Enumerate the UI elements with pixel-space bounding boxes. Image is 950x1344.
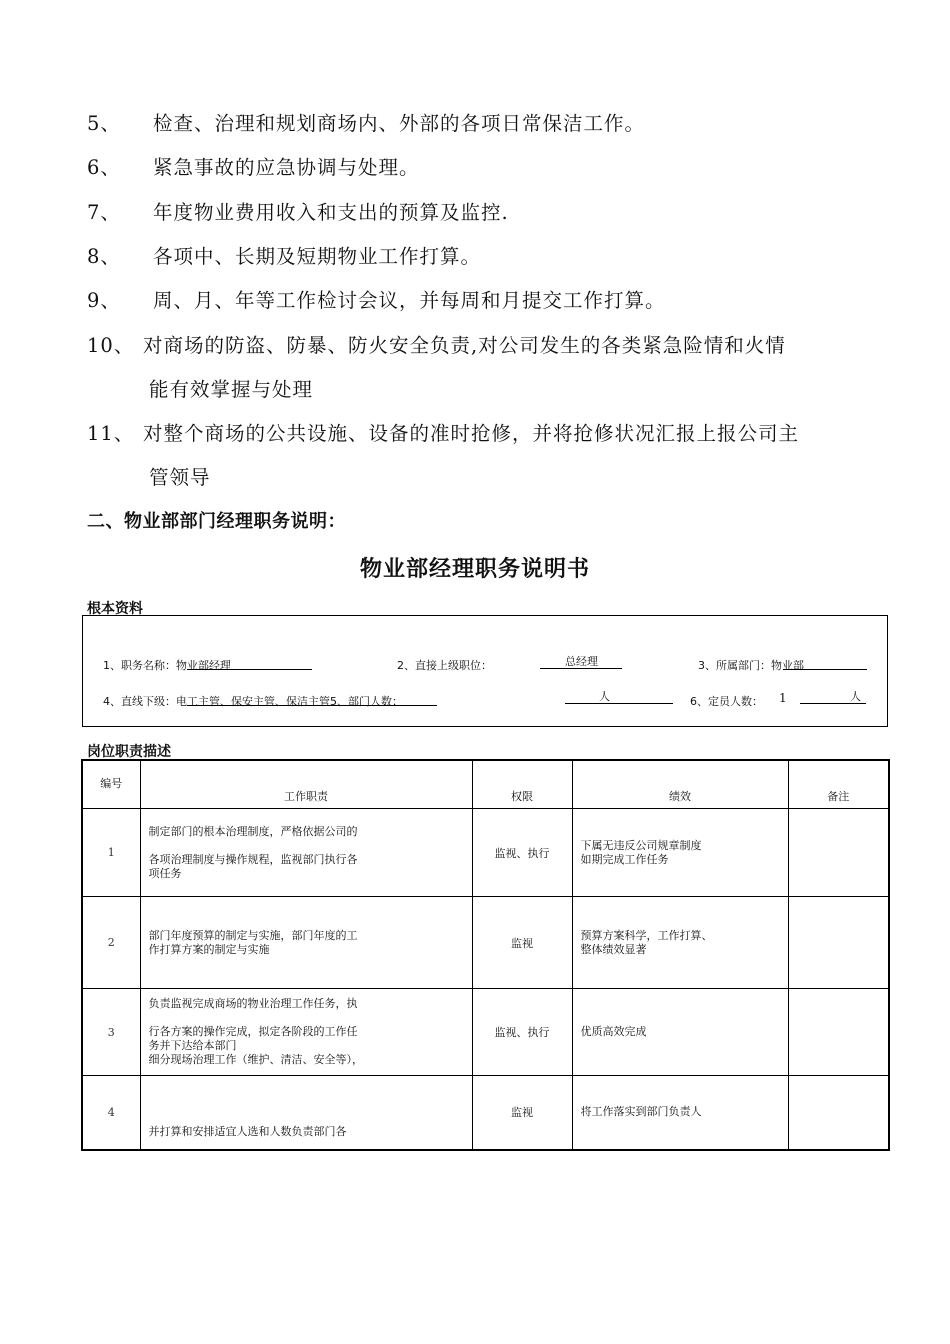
- field-headcount-value: 1: [779, 691, 787, 705]
- row-authority: 监视: [472, 897, 572, 989]
- field-department: [698, 657, 804, 673]
- field-headcount-unit: 人: [850, 690, 861, 703]
- list-number: 9、: [87, 289, 121, 312]
- duty-line: 细分现场治理工作（维护、清洁、安全等），: [148, 1053, 363, 1066]
- row-note: [788, 989, 889, 1076]
- list-text: 检查、治理和规划商场内、外部的各项日常保洁工作。: [153, 112, 646, 135]
- row-number: 4: [82, 1076, 140, 1150]
- field-label: 3、所属部门：: [698, 659, 771, 672]
- section-heading: 二、物业部部门经理职务说明：: [87, 511, 346, 532]
- field-dept-size-label: 5、部门人数：: [330, 695, 403, 708]
- row-duty: [140, 897, 472, 989]
- row-performance: [572, 897, 788, 989]
- list-number: 10、: [87, 334, 135, 357]
- row-authority: 监视、执行: [472, 989, 572, 1076]
- duty-line: 制定部门的根本治理制度，严格依据公司的: [148, 824, 358, 838]
- row-authority: 监视: [472, 1076, 572, 1150]
- table-header-row: [82, 760, 889, 809]
- duty-line: 行各方案的操作完成，拟定各阶段的工作任: [148, 1025, 358, 1038]
- table-row: [82, 989, 889, 1076]
- row-number: 3: [82, 989, 140, 1076]
- list-continuation: 管领导: [149, 466, 211, 489]
- row-note: [788, 897, 889, 989]
- basic-info-label: 根本资料: [87, 601, 143, 617]
- list-text: 年度物业费用收入和支出的预算及监控.: [153, 201, 509, 224]
- header-authority: 权限: [472, 760, 572, 809]
- perf-line: 整体绩效显著: [580, 942, 647, 956]
- list-number: 11、: [87, 422, 135, 445]
- duty-table: [81, 759, 890, 1151]
- header-duty: 工作职责: [140, 760, 472, 809]
- header-note: 备注: [788, 760, 889, 809]
- list-continuation: 能有效掌握与处理: [149, 378, 314, 401]
- list-text: 紧急事故的应急协调与处理。: [153, 156, 420, 179]
- list-number: 5、: [87, 112, 121, 135]
- field-dept-size-unit: 人: [599, 690, 610, 703]
- row-authority: 监视、执行: [472, 809, 572, 897]
- row-duty: [140, 1076, 472, 1150]
- field-supervisor-value: 总经理: [565, 655, 598, 668]
- row-duty: [140, 809, 472, 897]
- table-row: [82, 1076, 889, 1150]
- duty-line: 项任务: [148, 866, 182, 880]
- list-text: 周、月、年等工作检讨会议，并每周和月提交工作打算。: [153, 289, 666, 312]
- perf-line: 将工作落实到部门负责人: [580, 1105, 702, 1119]
- field-value: 物业部: [771, 659, 804, 672]
- list-text: 对整个商场的公共设施、设备的准时抢修，并将抢修状况汇报上报公司主: [143, 422, 800, 445]
- table-row: [82, 809, 889, 897]
- list-number: 7、: [87, 201, 121, 224]
- row-performance: [572, 809, 788, 897]
- list-number: 8、: [87, 245, 121, 268]
- perf-line: 下属无违反公司规章制度: [580, 838, 702, 852]
- list-number: 6、: [87, 156, 121, 179]
- row-duty: [140, 989, 472, 1076]
- duty-line: 务并下达给本部门: [148, 1039, 237, 1052]
- header-performance: 绩效: [572, 760, 788, 809]
- row-performance: [572, 1076, 788, 1150]
- duty-line: 负责监视完成商场的物业治理工作任务，执: [148, 997, 358, 1010]
- duty-line: 并打算和安排适宜人选和人数负责部门各: [148, 1124, 347, 1138]
- row-number: 1: [82, 809, 140, 897]
- field-supervisor-label: 2、直接上级职位：: [397, 659, 492, 672]
- field-value: 电工主管、保安主管、保洁主管: [176, 695, 330, 708]
- duty-line: 作打算方案的制定与实施: [148, 942, 270, 956]
- list-text: 各项中、长期及短期物业工作打算。: [153, 245, 482, 268]
- perf-line: 预算方案科学，工作打算、: [580, 928, 713, 942]
- list-text: 对商场的防盗、防暴、防火安全负责,对公司发生的各类紧急险情和火情: [143, 334, 786, 357]
- row-note: [788, 809, 889, 897]
- field-job-title: [103, 657, 231, 673]
- perf-line: 如期完成工作任务: [580, 852, 669, 866]
- row-note: [788, 1076, 889, 1150]
- doc-title: 物业部经理职务说明书: [359, 557, 590, 582]
- perf-line: 优质高效完成: [580, 1025, 647, 1038]
- field-label: 1、职务名称：: [103, 659, 176, 672]
- field-label: 4、直线下级：: [103, 695, 176, 708]
- field-subordinates: [103, 693, 403, 709]
- duty-section-label: 岗位职责描述: [87, 744, 171, 760]
- header-number: 编号: [82, 760, 140, 809]
- row-performance: [572, 989, 788, 1076]
- duty-line: 部门年度预算的制定与实施，部门年度的工: [148, 928, 358, 942]
- row-number: 2: [82, 897, 140, 989]
- field-value: 物业部经理: [176, 659, 231, 672]
- duty-line: 各项治理制度与操作规程，监视部门执行各: [148, 852, 358, 866]
- field-headcount-label: 6、定员人数：: [690, 695, 763, 708]
- table-row: [82, 897, 889, 989]
